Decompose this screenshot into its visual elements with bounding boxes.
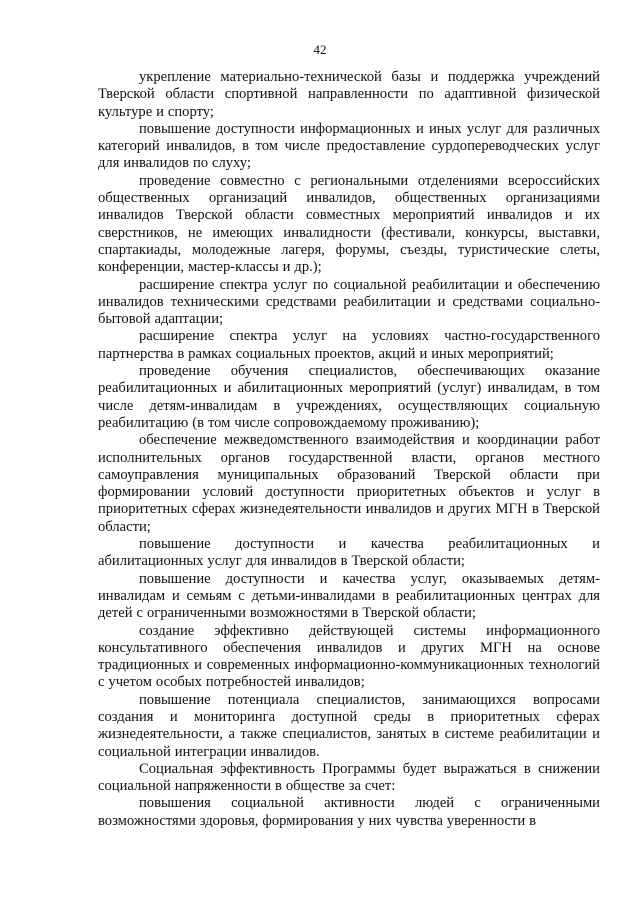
paragraph-specialist-training: проведение обучения специалистов, обеспечивающих оказание реабилитационных и абилитационных мероприятий (услуг) инвалидам, в том числе детям-инвалидам в учреждениях, осуществляющих социальную реабилитацию (в том числе сопровождаемому проживанию);	[98, 363, 600, 431]
paragraph-public-private: расширение спектра услуг на условиях частно-государственного партнерства в рамках социальных проектов, акций и иных мероприятий;	[98, 328, 600, 362]
paragraph-social-effectiveness: Социальная эффективность Программы будет выражаться в снижении социальной напряженности в обществе за счет:	[98, 760, 600, 795]
paragraph-social-activity: повышения социальной активности людей с ограниченными возможностями здоровья, формирования у них чувства уверенности в	[98, 795, 600, 829]
paragraph-joint-events: проведение совместно с региональными отделениями всероссийских общественных организаций инвалидов, общественных организациями инвалидов Тверской области совместных мероприятий инвалидов и их сверстников, не имеющих инвалидности (фестивали, конкурсы, выставки, спартакиады, молодежные лагеря, форумы, съезды, туристические слеты, конференции, мастер-классы и др.);	[98, 172, 600, 276]
paragraph-rehab-quality: повышение доступности и качества реабилитационных и абилитационных услуг для инвалидов в Тверской области;	[98, 536, 600, 570]
paragraph-sports-support: укрепление материально-технической базы и поддержка учреждений Тверской области спортивной направленности по адаптивной физической культуре и спорту;	[98, 69, 600, 120]
body-text	[98, 69, 600, 830]
paragraph-info-system: создание эффективно действующей системы информационного консультативного обеспечения инвалидов и других МГН на основе традиционных и современных информационно-коммуникационных технологий с учетом особых потребностей инвалидов;	[98, 622, 600, 691]
paragraph-children-services: повышение доступности и качества услуг, оказываемых детям-инвалидам и семьям с детьми-инвалидами в реабилитационных центрах для детей с ограниченными возможностями в Тверской области;	[98, 570, 600, 622]
page-number: 42	[313, 42, 327, 57]
paragraph-rehab-services: расширение спектра услуг по социальной реабилитации и обеспечению инвалидов техническими средствами реабилитации и средствами социально-бытовой адаптации;	[98, 276, 600, 328]
paragraph-interagency: обеспечение межведомственного взаимодействия и координации работ исполнительных органов государственной власти, органов местного самоуправления муниципальных образований Тверской области при формировании условий доступности приоритетных объектов и услуг в приоритетных сферах жизнедеятельности инвалидов и других МГН в Тверской области;	[98, 432, 600, 535]
paragraph-specialist-potential: повышение потенциала специалистов, занимающихся вопросами создания и мониторинга доступной среды в приоритетных сферах жизнедеятельности, а также специалистов, занятых в системе реабилитации и социальной интеграции инвалидов.	[98, 691, 600, 760]
paragraph-information-access: повышение доступности информационных и иных услуг для различных категорий инвалидов, в том числе предоставление сурдопереводческих услуг для инвалидов по слуху;	[98, 120, 600, 172]
